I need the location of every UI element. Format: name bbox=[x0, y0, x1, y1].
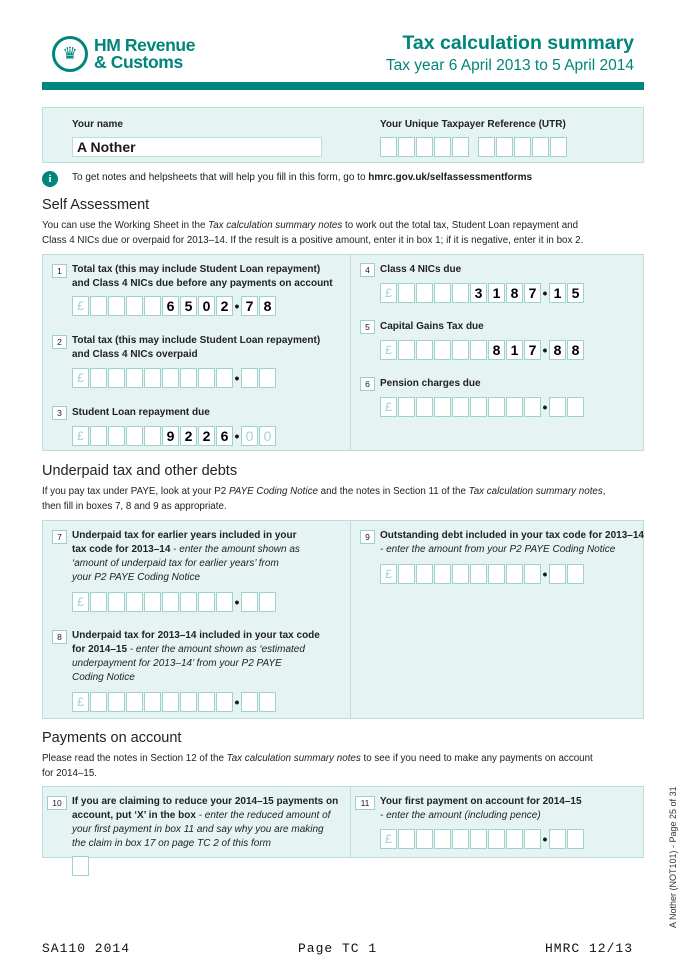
box-number: 8 bbox=[52, 630, 67, 644]
crown-icon: ♛ bbox=[52, 36, 88, 72]
box-number: 9 bbox=[360, 530, 375, 544]
box6-pension-charges-due[interactable]: £ • bbox=[380, 397, 585, 417]
side-page-note: A Nother (NOT101) - Page 25 of 31 bbox=[668, 786, 678, 928]
box8-label: Underpaid tax for 2013–14 included in your tax code for 2014–15 - enter the amount shown as ‘estimated underpayment for 2013–14’ from your P2 PAYE Coding Notice bbox=[72, 630, 320, 683]
hmrc-logo bbox=[52, 36, 195, 72]
utr-field[interactable] bbox=[380, 137, 568, 157]
box-number: 5 bbox=[360, 320, 375, 334]
box4-class4-nics-due[interactable]: £ 3 1 8 7 • 1 5 bbox=[380, 283, 585, 303]
box10-claim-checkbox[interactable] bbox=[72, 856, 89, 876]
box2-label: Total tax (this may include Student Loan repayment) and Class 4 NICs overpaid bbox=[72, 335, 321, 360]
utr-label: Your Unique Taxpayer Reference (UTR) bbox=[380, 119, 566, 130]
box9-outstanding-debt[interactable]: £ • bbox=[380, 564, 585, 584]
box3-student-loan-due[interactable]: £ 9 2 2 6 • 0 0 bbox=[72, 426, 277, 446]
box3-label: Student Loan repayment due bbox=[72, 407, 210, 418]
box2-total-tax-overpaid[interactable]: £ • bbox=[72, 368, 277, 388]
box1-total-tax-due[interactable]: £ 6 5 0 2 • 7 8 bbox=[72, 296, 277, 316]
form-version: HMRC 12/13 bbox=[545, 941, 634, 956]
box-number: 6 bbox=[360, 377, 375, 391]
self-assessment-heading: Self Assessment bbox=[42, 197, 150, 213]
payments-heading: Payments on account bbox=[42, 730, 182, 746]
box11-first-payment[interactable]: £ • bbox=[380, 829, 585, 849]
name-label: Your name bbox=[72, 119, 123, 130]
tax-year-subtitle: Tax year 6 April 2013 to 5 April 2014 bbox=[385, 57, 634, 74]
info-text: To get notes and helpsheets that will help you fill in this form, go to hmrc.gov.uk/selfassessmentforms bbox=[72, 172, 533, 183]
header-divider bbox=[42, 82, 644, 90]
box5-label: Capital Gains Tax due bbox=[380, 321, 484, 332]
box11-label: Your first payment on account for 2014–15 - enter the amount (including pence) bbox=[380, 796, 582, 821]
box-number: 2 bbox=[52, 335, 67, 349]
box7-underpaid-earlier-years[interactable]: £ • bbox=[72, 592, 277, 612]
box7-label: Underpaid tax for earlier years included in your tax code for 2013–14 - enter the amount shown as ‘amount of underpaid tax for earlier years’ from your P2 PAYE Coding Notice bbox=[72, 530, 300, 583]
underpaid-intro: If you pay tax under PAYE, look at your P2 PAYE Coding Notice and the notes in Section 11 of the Tax calculation summary notes, then fill in boxes 7, 8 and 9 as appropriate. bbox=[42, 486, 606, 512]
box-number: 7 bbox=[52, 530, 67, 544]
underpaid-heading: Underpaid tax and other debts bbox=[42, 463, 238, 479]
box9-label: Outstanding debt included in your tax code for 2013–14 - enter the amount from your P2 PAYE Coding Notice bbox=[380, 530, 644, 555]
box1-label: Total tax (this may include Student Loan repayment) and Class 4 NICs due before any payments on account bbox=[72, 264, 333, 289]
info-icon: i bbox=[42, 171, 58, 187]
box5-capital-gains-tax-due[interactable]: £ 8 1 7 • 8 8 bbox=[380, 340, 585, 360]
self-assessment-intro: You can use the Working Sheet in the Tax calculation summary notes to work out the total tax, Student Loan repayment and Class 4 NICs due or overpaid for 2013–14. If the result is a positive amount, enter it in box 1; if it is negative, enter it in box 2. bbox=[42, 220, 584, 246]
box-number: 10 bbox=[47, 796, 67, 810]
page-title: Tax calculation summary bbox=[402, 32, 634, 54]
box10-label: If you are claiming to reduce your 2014–15 payments on account, put ‘X’ in the box - enter the reduced amount of your first payment in box 11 and say why you are making the claim in box 17 on page TC 2 of this form bbox=[72, 796, 339, 849]
help-link[interactable]: hmrc.gov.uk/selfassessmentforms bbox=[368, 172, 533, 183]
org-name-line1: HM Revenue bbox=[94, 35, 196, 55]
box-number: 4 bbox=[360, 263, 375, 277]
box4-label: Class 4 NICs due bbox=[380, 264, 462, 275]
box8-underpaid-current-year[interactable]: £ • bbox=[72, 692, 277, 712]
org-name-line2: & Customs bbox=[94, 52, 183, 72]
box-number: 1 bbox=[52, 264, 67, 278]
payments-intro: Please read the notes in Section 12 of the Tax calculation summary notes to see if you need to make any payments on account for 2014–15. bbox=[42, 753, 593, 779]
box6-label: Pension charges due bbox=[380, 378, 481, 389]
box-number: 11 bbox=[355, 796, 375, 810]
page-number: Page TC 1 bbox=[298, 941, 378, 956]
form-code: SA110 2014 bbox=[42, 941, 131, 956]
form-title bbox=[386, 32, 634, 75]
box-number: 3 bbox=[52, 406, 67, 420]
name-field[interactable]: A Nother bbox=[72, 137, 322, 157]
